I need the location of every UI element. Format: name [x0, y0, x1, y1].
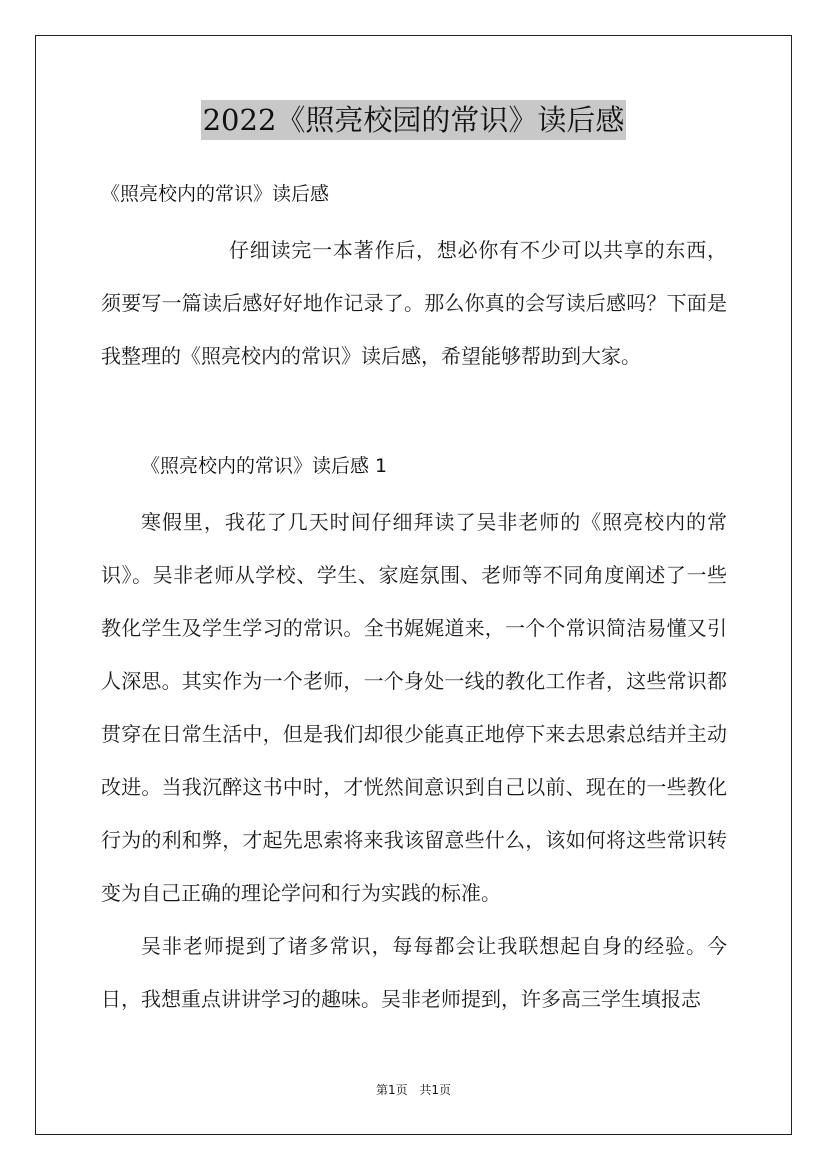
intro-paragraph: 仔细读完一本著作后，想必你有不少可以共享的东西，须要写一篇读后感好好地作记录了。那么你真的会写读后感吗？下面是我整理的《照亮校内的常识》读后感，希望能够帮助到大家。: [101, 238, 727, 368]
title-container: [0, 100, 827, 140]
body-paragraph: 寒假里，我花了几天时间仔细拜读了吴非老师的《照亮校内的常识》。吴非老师从学校、学生、家庭氛围、老师等不同角度阐述了一些教化学生及学生学习的常识。全书娓娓道来，一个个常识简洁易懂又引人深思。其实作为一个老师，一个身处一线的教化工作者，这些常识都贯穿在日常生活中，但是我们却很少能真正地停下来去思索总结并主动改进。当我沉醉这书中时，才恍然间意识到自己以前、现在的一些教化行为的利和弊，才起先思索将来我该留意些什么，该如何将这些常识转变为自己正确的理论学问和行为实践的标准。: [101, 510, 727, 905]
document-subtitle: 《照亮校内的常识》读后感: [101, 183, 330, 205]
intro-section: [101, 224, 727, 383]
page-number: 第1页: [375, 1083, 408, 1097]
main-section: [101, 496, 727, 1026]
page-total: 共1页: [419, 1083, 452, 1097]
document-title: 2022《照亮校园的常识》读后感: [201, 100, 627, 140]
body-paragraph: 吴非老师提到了诸多常识，每每都会让我联想起自身的经验。今日，我想重点讲讲学习的趣味。吴非老师提到，许多高三学生填报志: [101, 934, 727, 1011]
page-footer: [0, 1081, 827, 1098]
section-heading: 《照亮校内的常识》读后感 1: [141, 455, 388, 477]
